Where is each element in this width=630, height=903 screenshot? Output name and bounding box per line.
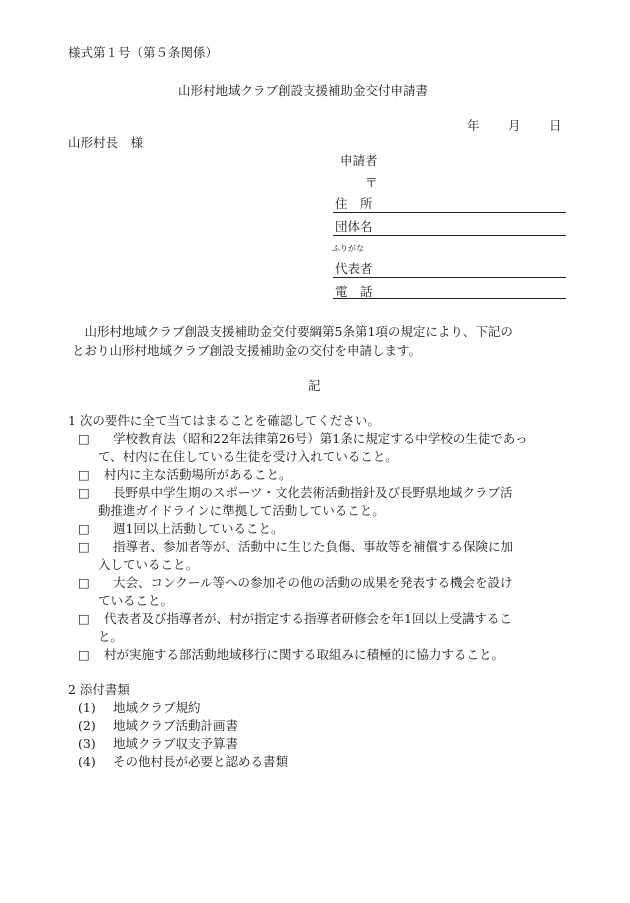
org-name-field-line[interactable]: [333, 235, 566, 236]
requirement-4-line-1: 週1回以上活動していること。: [113, 521, 284, 536]
requirement-2-line-1: 村内に主な活動場所があること。: [104, 467, 292, 482]
checkbox[interactable]: □: [78, 575, 90, 590]
checkbox[interactable]: □: [78, 521, 90, 536]
requirement-8-line-1: 村が実施する部活動地域移行に関する取組みに積極的に協力すること。: [104, 647, 505, 662]
checkbox[interactable]: □: [78, 539, 90, 554]
applicant-heading: 申請者: [340, 153, 378, 168]
furigana-label: ふりがな: [332, 244, 364, 253]
requirement-5-line-2: 入していること。: [98, 557, 199, 572]
attachment-number: (4): [78, 754, 96, 769]
org-name-label: 団体名: [335, 219, 373, 234]
checkbox[interactable]: □: [78, 611, 90, 626]
requirement-5-line-1: 指導者、参加者等が、活動中に生じた負傷、事故等を補償する保険に加: [113, 539, 514, 554]
section1-heading: 1 次の要件に全て当てはまることを確認してください。: [68, 413, 380, 428]
document-title: 山形村地域クラブ創設支援補助金交付申請書: [178, 83, 429, 98]
requirement-3-line-2: 動推進ガイドラインに準拠して活動していること。: [98, 503, 385, 518]
attachment-item: 地域クラブ収支予算書: [113, 736, 239, 751]
phone-label: 電 話: [335, 284, 373, 299]
date-year: 年: [467, 118, 480, 133]
section2-heading: 2 添付書類: [68, 682, 130, 697]
requirement-1-line-2: て、村内に在住している生徒を受け入れていること。: [98, 449, 398, 464]
attachment-number: (1): [78, 700, 96, 715]
requirement-6-line-1: 大会、コンクール等への参加その他の活動の成果を発表する機会を設け: [113, 575, 513, 590]
checkbox[interactable]: □: [78, 431, 90, 446]
form-number: 様式第１号（第５条関係）: [68, 45, 219, 60]
attachment-item: 地域クラブ規約: [113, 700, 201, 715]
date-month: 月: [508, 118, 521, 133]
addressee: 山形村長 様: [68, 135, 144, 150]
phone-field-line[interactable]: [333, 298, 566, 299]
body-text-line-1: 山形村地域クラブ創設支援補助金交付要綱第5条第1項の規定により、下記の: [72, 324, 513, 339]
checkbox[interactable]: □: [78, 485, 90, 500]
requirement-7-line-1: 代表者及び指導者が、村が指定する指導者研修会を年1回以上受講するこ: [104, 611, 512, 626]
requirement-6-line-2: ていること。: [98, 593, 174, 608]
date-day: 日: [549, 118, 562, 133]
attachment-number: (2): [78, 718, 96, 733]
address-field-line[interactable]: [333, 212, 566, 213]
requirement-1-line-1: 学校教育法（昭和22年法律第26号）第1条に規定する中学校の生徒であっ: [113, 431, 528, 446]
attachment-item: 地域クラブ活動計画書: [113, 718, 239, 733]
postal-mark: 〒: [365, 175, 378, 190]
attachment-item: その他村長が必要と認める書類: [113, 754, 289, 769]
representative-field-line[interactable]: [333, 277, 566, 278]
checkbox[interactable]: □: [78, 647, 90, 662]
representative-label: 代表者: [335, 261, 373, 276]
requirement-3-line-1: 長野県中学生期のスポーツ・文化芸術活動指針及び長野県地域クラブ活: [113, 485, 513, 500]
checkbox[interactable]: □: [78, 467, 90, 482]
requirement-7-line-2: と。: [98, 629, 124, 644]
ki-heading: 記: [308, 378, 321, 393]
body-text-line-2: とおり山形村地域クラブ創設支援補助金の交付を申請します。: [72, 343, 422, 358]
address-label: 住 所: [335, 196, 373, 211]
attachment-number: (3): [78, 736, 96, 751]
